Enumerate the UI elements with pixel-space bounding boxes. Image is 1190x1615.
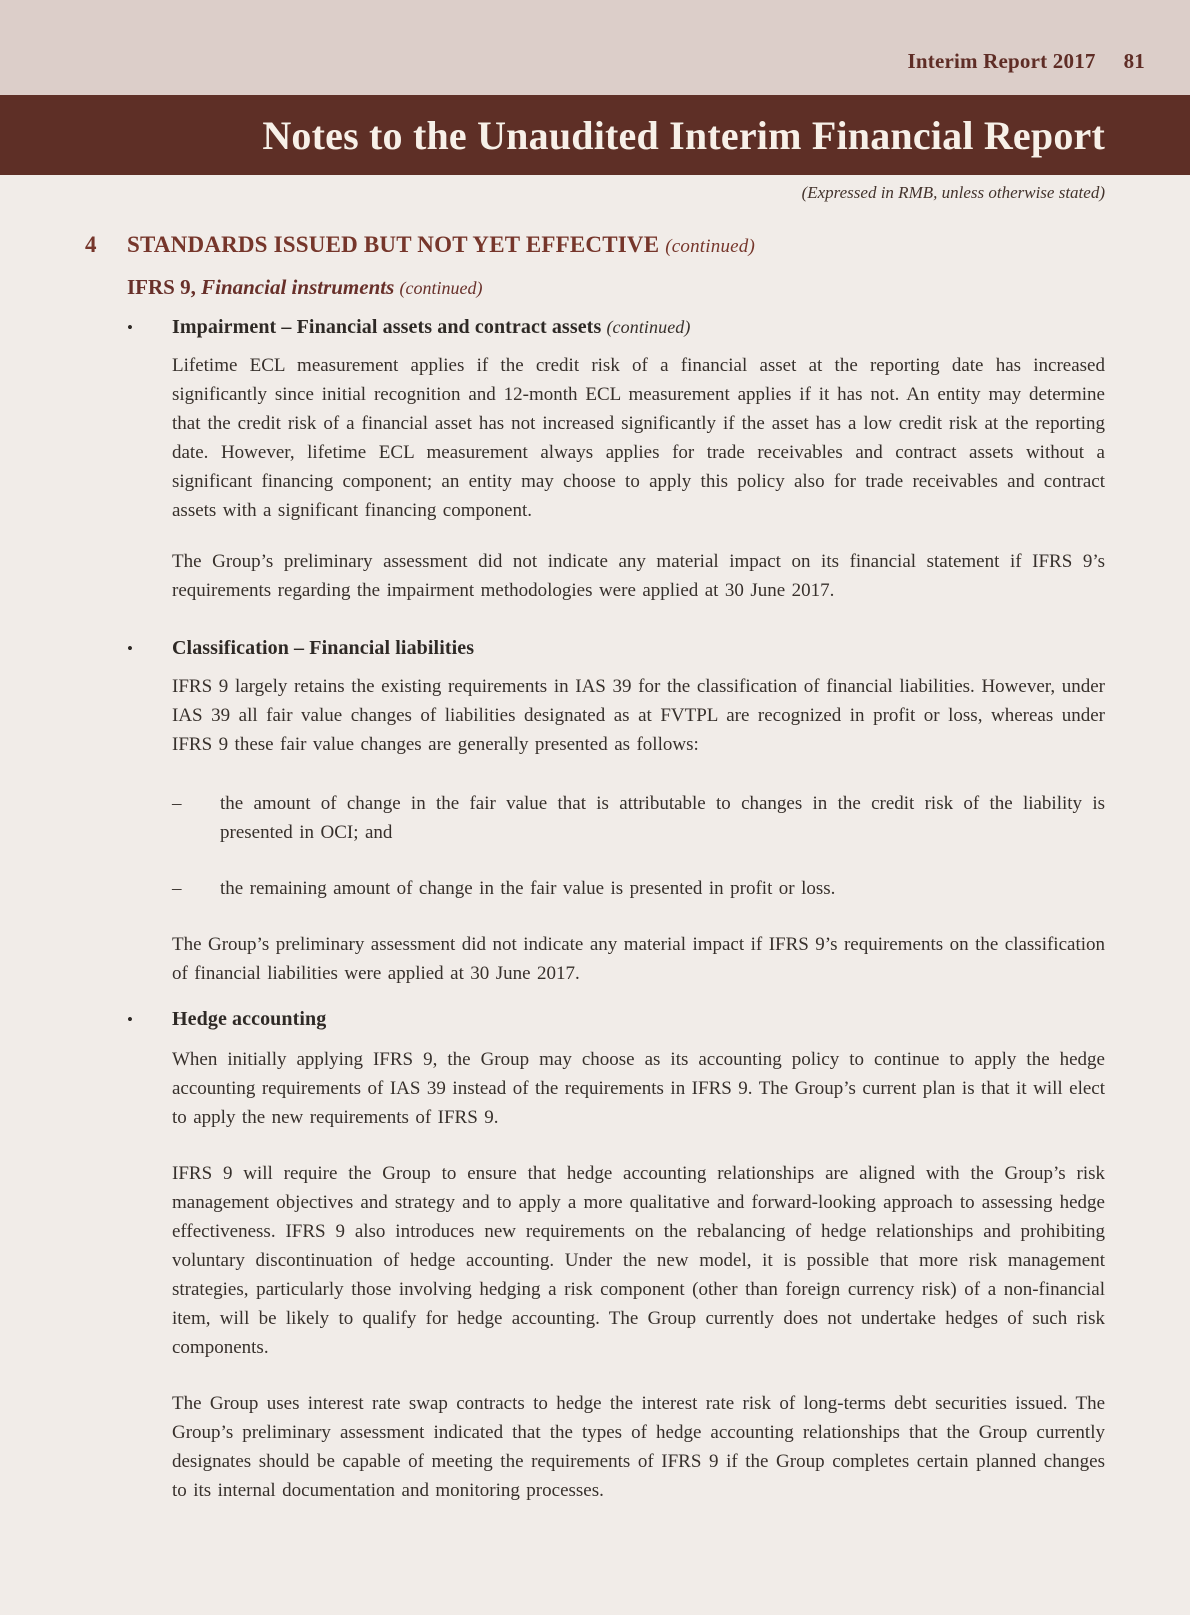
bullet-item-impairment [127, 314, 1105, 341]
subsection-name: Financial instruments [201, 275, 395, 299]
subsection-heading [127, 273, 1105, 301]
section-title [127, 229, 755, 263]
section-body [127, 273, 1105, 1505]
bullet-classification-title: Classification – Financial liabilities [172, 637, 475, 659]
subsection-continued: (continued) [399, 278, 483, 298]
subsection-prefix: IFRS 9, [127, 275, 196, 299]
classification-paragraph-1: IFRS 9 largely retains the existing requirements in IAS 39 for the classification of financial liabilities. However, under IAS 39 all fair value changes of liabilities designated as at FVTPL are recognized in profit or loss, whereas under IFRS 9 these fair value changes are generally presented as follows: [172, 676, 1105, 755]
bullet-impairment-title-text: Impairment – Financial assets and contract assets [172, 316, 602, 338]
dash-icon: – [172, 793, 182, 814]
dash-item-oci-text: the amount of change in the fair value that is attributable to changes in the credit risk of the liability is presented in OCI; and [220, 793, 1105, 843]
page-content [0, 181, 1190, 1505]
bullet-item-classification [127, 635, 1105, 662]
dash-item-profit-loss-text: the remaining amount of change in the fair value is presented in profit or loss. [220, 878, 836, 899]
classification-paragraph-2: The Group’s preliminary assessment did not indicate any material impact if IFRS 9’s requirements on the classification of financial liabilities were applied at 30 June 2017. [172, 934, 1105, 984]
page-number: 81 [1123, 49, 1145, 73]
page-title: Notes to the Unaudited Interim Financial Report [262, 112, 1105, 158]
currency-note: (Expressed in RMB, unless otherwise stated) [801, 183, 1105, 202]
bullet-impairment-continued: (continued) [606, 317, 691, 337]
hedge-paragraph-3: The Group uses interest rate swap contracts to hedge the interest rate risk of long-terms debt securities issued. The Group’s preliminary assessment indicated that the types of hedge accounting relationships that the Group currently designates should be capable of meeting the requirements of IFRS 9 if the Group completes certain planned changes to its internal documentation and monitoring processes. [172, 1393, 1105, 1501]
hedge-paragraph-2: IFRS 9 will require the Group to ensure that hedge accounting relationships are aligned with the Group’s risk management objectives and strategy and to apply a more qualitative and forward-looking approach to assessing hedge effectiveness. IFRS 9 also introduces new requirements on the rebalancing of hedge relationships and prohibiting voluntary discontinuation of hedge accounting. Under the new model, it is possible that more risk management strategies, particularly those involving hedging a risk component (other than foreign currency risk) of a non-financial item, will be likely to qualify for hedge accounting. The Group currently does not undertake hedges of such risk components. [172, 1163, 1105, 1358]
bullet-icon: • [127, 1010, 133, 1029]
section-number: 4 [85, 232, 97, 257]
section-heading [85, 229, 1105, 261]
bullet-impairment-title [172, 314, 691, 341]
section-continued: (continued) [665, 236, 756, 257]
bullet-icon: • [127, 318, 133, 337]
section-title-text: STANDARDS ISSUED BUT NOT YET EFFECTIVE [127, 232, 660, 257]
bullet-item-hedge [127, 1006, 1105, 1033]
dash-icon: – [172, 878, 182, 899]
title-banner [0, 95, 1190, 175]
impairment-paragraph-2: The Group’s preliminary assessment did not indicate any material impact on its financial statement if IFRS 9’s requirements regarding the impairment methodologies were applied at 30 June 2017. [172, 551, 1105, 601]
bullet-hedge-title: Hedge accounting [172, 1008, 327, 1030]
running-header-title: Interim Report 2017 [907, 49, 1096, 73]
page-top-band [0, 0, 1190, 95]
dash-item-profit-loss [172, 874, 1105, 903]
hedge-paragraph-1: When initially applying IFRS 9, the Group may choose as its accounting policy to continue to apply the hedge accounting requirements of IAS 39 instead of the requirements in IFRS 9. The Group’s current plan is that it will elect to apply the new requirements of IFRS 9. [172, 1049, 1105, 1128]
impairment-paragraph-1: Lifetime ECL measurement applies if the credit risk of a financial asset at the reporting date has increased significantly since initial recognition and 12-month ECL measurement applies if it has not. An entity may determine that the credit risk of a financial asset has not increased significantly if the asset has a low credit risk at the reporting date. However, lifetime ECL measurement always applies for trade receivables and contract assets without a significant financing component; an entity may choose to apply this policy also for trade receivables and contract assets with a significant financing component. [172, 355, 1105, 521]
bullet-icon: • [127, 639, 133, 658]
dash-item-oci [172, 789, 1105, 847]
running-header [908, 49, 1146, 74]
